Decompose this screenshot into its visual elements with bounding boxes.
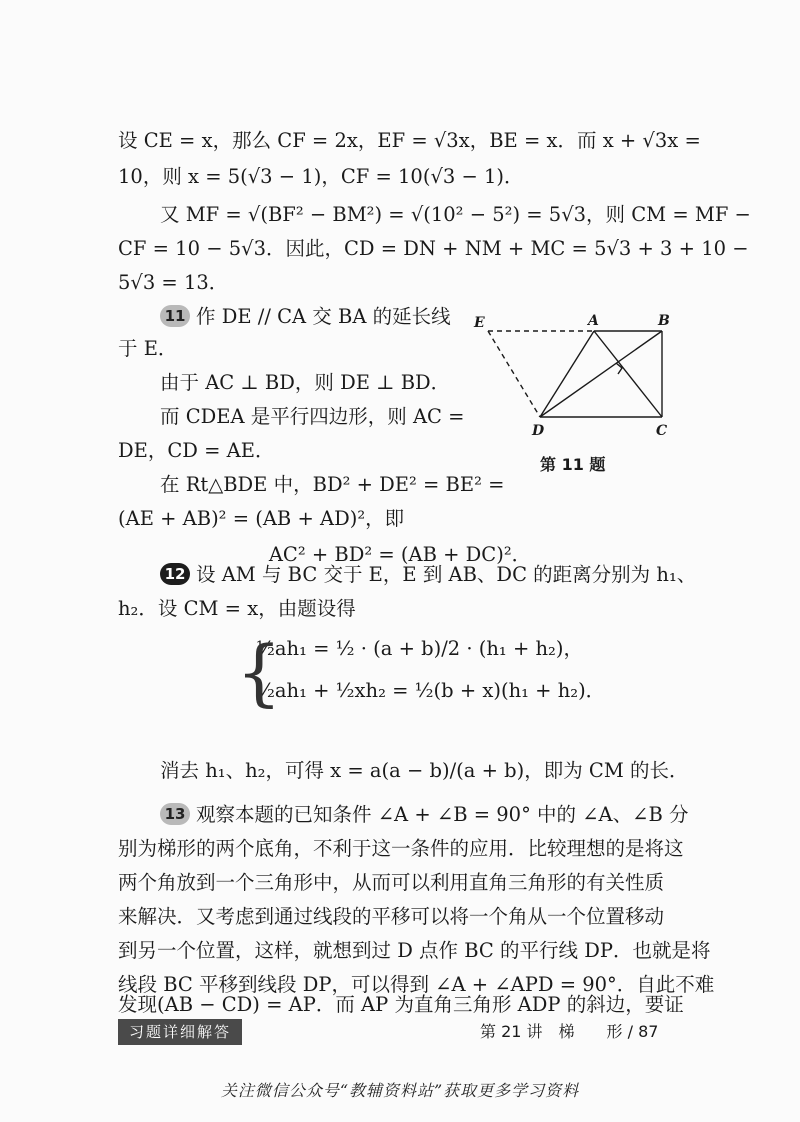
problem11-number-badge: 11 xyxy=(160,305,190,327)
brace-icon: { xyxy=(236,630,282,714)
equation-system xyxy=(236,628,606,714)
problem13-line-5: 到另一个位置，这样，就想到过 D 点作 BC 的平行线 DP．也就是将 xyxy=(118,939,711,962)
problem11-line-5: DE，CD = AE． xyxy=(118,439,275,462)
section-label-badge: 习题详细解答 xyxy=(118,1019,242,1045)
problem13-text-1: 观察本题的已知条件 ∠A + ∠B = 90° 中的 ∠A、∠B 分 xyxy=(196,803,689,826)
problem13-line-6: 线段 BC 平移到线段 DP，可以得到 ∠A + ∠APD = 90°．自此不难 xyxy=(118,973,715,996)
label-D: D xyxy=(532,423,545,439)
problem13-line-3: 两个角放到一个三角形中，从而可以利用直角三角形的有关性质 xyxy=(118,871,665,894)
watermark-text: 关注微信公众号“教辅资料站”获取更多学习资料 xyxy=(220,1081,580,1100)
problem13-line-1 xyxy=(160,798,730,832)
label-B: B xyxy=(658,313,670,329)
segment-DA xyxy=(540,331,594,417)
label-A: A xyxy=(588,313,599,329)
segment-AC xyxy=(594,331,662,417)
figure-caption: 第 11 题 xyxy=(540,455,606,474)
segment-BD xyxy=(540,331,662,417)
problem12-line-1 xyxy=(160,558,730,592)
system-equation-2: ½ah₁ + ½xh₂ = ½(b + x)(h₁ + h₂)． xyxy=(256,679,606,702)
problem11-line-2: 于 E． xyxy=(118,337,178,360)
body-line-1: 设 CE = x，那么 CF = 2x，EF = √3x，BE = x．而 x + √3x = xyxy=(118,129,701,152)
problem11-figure xyxy=(468,305,688,445)
problem11-line-7: (AE + AB)² = (AB + AD)²，即 xyxy=(118,507,405,530)
problem12-text-1: 设 AM 与 BC 交于 E，E 到 AB、DC 的距离分别为 h₁、 xyxy=(196,563,697,586)
chapter-page-number: 第 21 讲 梯 形 / 87 xyxy=(480,1022,659,1041)
problem12-number-badge: 12 xyxy=(160,563,190,585)
problem13-line-2: 别为梯形的两个底角，不利于这一条件的应用．比较理想的是将这 xyxy=(118,837,684,860)
problem13-line-7: 发现(AB − CD) = AP．而 AP 为直角三角形 ADP 的斜边，要证 xyxy=(118,993,684,1016)
problem12-line-2: h₂．设 CM = x，由题设得 xyxy=(118,597,356,620)
body-line-3: 又 MF = √(BF² − BM²) = √(10² − 5²) = 5√3，则 CM = MF − xyxy=(160,203,751,226)
label-C: C xyxy=(656,423,668,439)
body-line-4: CF = 10 − 5√3．因此，CD = DN + NM + MC = 5√3 + 3 + 10 − xyxy=(118,237,749,260)
body-line-5: 5√3 = 13． xyxy=(118,271,229,294)
segment-ED xyxy=(488,331,540,417)
body-line-2: 10，则 x = 5(√3 − 1)，CF = 10(√3 − 1)． xyxy=(118,165,524,188)
problem13-number-badge: 13 xyxy=(160,803,190,825)
problem11-line-6: 在 Rt△BDE 中，BD² + DE² = BE² = xyxy=(160,473,505,496)
label-E: E xyxy=(474,315,485,331)
problem13-line-4: 来解决．又考虑到通过线段的平移可以将一个角从一个位置移动 xyxy=(118,905,665,928)
problem11-equation: AC² + BD² = (AB + DC)²． xyxy=(268,543,532,566)
problem11-line-1 xyxy=(160,300,510,334)
problem12-conclusion: 消去 h₁、h₂，可得 x = a(a − b)/(a + b)，即为 CM 的长． xyxy=(160,759,689,782)
problem11-line-3: 由于 AC ⊥ BD，则 DE ⊥ BD． xyxy=(160,371,451,394)
problem11-text-1: 作 DE // CA 交 BA 的延长线 xyxy=(196,305,451,328)
system-equation-1: ½ah₁ = ½ · (a + b)/2 · (h₁ + h₂)， xyxy=(256,637,583,660)
problem11-line-4: 而 CDEA 是平行四边形，则 AC = xyxy=(160,405,465,428)
